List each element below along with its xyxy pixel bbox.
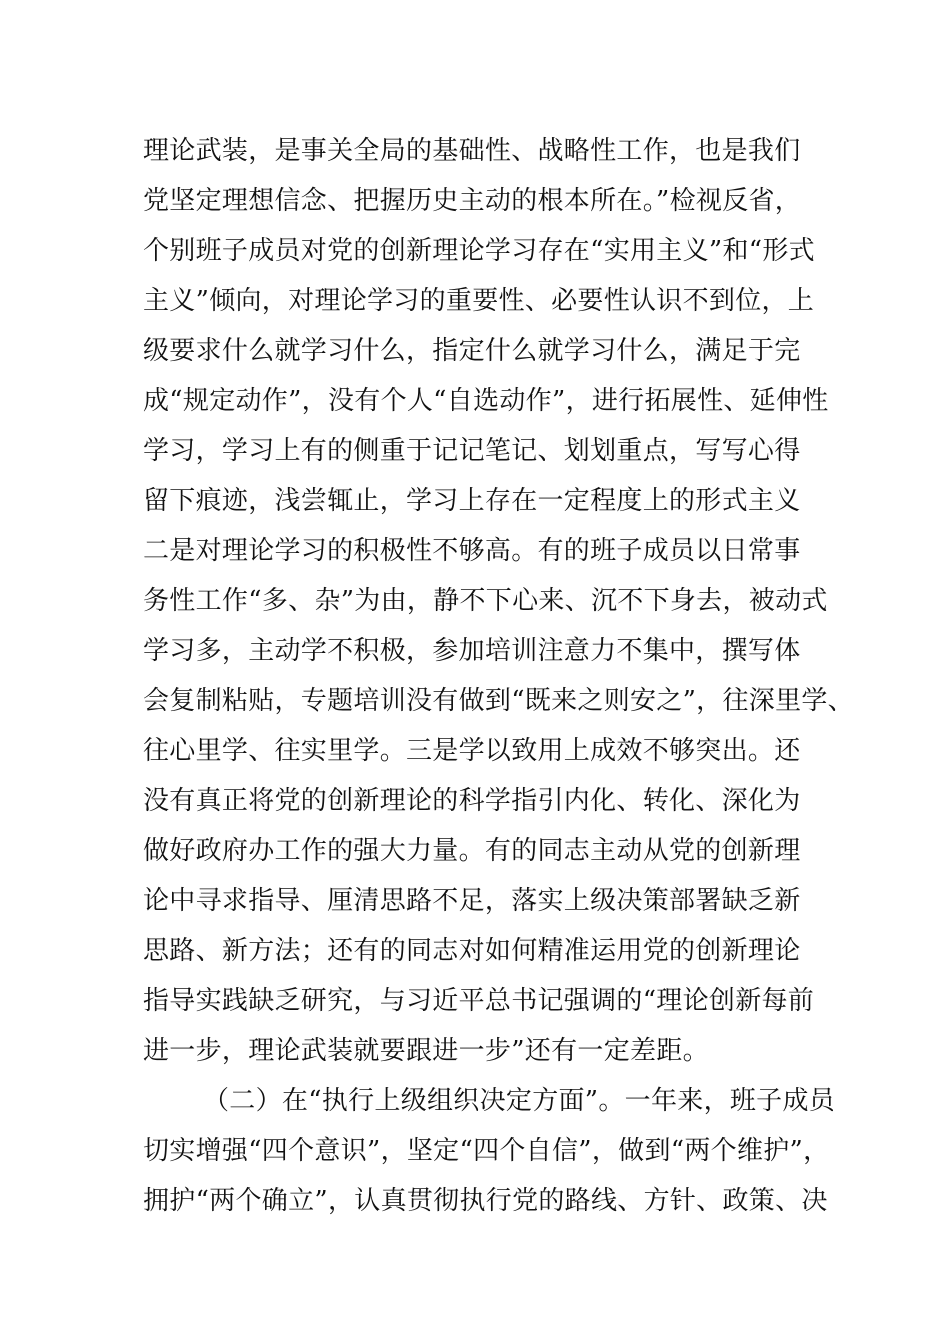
text-line-20: （二）在“执行上级组织决定方面”。一年来，班子成员 (203, 1086, 836, 1116)
text-line-8: 留下痕迹，浅尝辄止，学习上存在一定程度上的形式主义 (143, 486, 801, 516)
text-line-21: 切实增强“四个意识”，坚定“四个自信”，做到“两个维护”， (143, 1136, 830, 1166)
text-line-1: 理论武装，是事关全局的基础性、战略性工作，也是我们 (143, 136, 801, 166)
text-line-11: 学习多，主动学不积极，参加培训注意力不集中，撰写体 (143, 636, 801, 666)
text-line-16: 论中寻求指导、厘清思路不足，落实上级决策部署缺乏新 (143, 886, 801, 916)
text-line-9: 二是对理论学习的积极性不够高。有的班子成员以日常事 (143, 536, 801, 566)
text-line-7: 学习，学习上有的侧重于记记笔记、划划重点，写写心得 (143, 436, 801, 466)
text-line-15: 做好政府办工作的强大力量。有的同志主动从党的创新理 (143, 836, 801, 866)
text-line-17: 思路、新方法；还有的同志对如何精准运用党的创新理论 (143, 936, 801, 966)
text-line-3: 个别班子成员对党的创新理论学习存在“实用主义”和“形式 (143, 236, 815, 266)
text-line-6: 成“规定动作”，没有个人“自选动作”，进行拓展性、延伸性 (143, 386, 829, 416)
text-line-12: 会复制粘贴，专题培训没有做到“既来之则安之”，往深里学、 (143, 686, 854, 716)
text-line-22: 拥护“两个确立”，认真贯彻执行党的路线、方针、政策、决 (143, 1186, 828, 1216)
text-line-19: 进一步，理论武装就要跟进一步”还有一定差距。 (143, 1036, 709, 1066)
text-line-10: 务性工作“多、杂”为由，静不下心来、沉不下身去，被动式 (143, 586, 828, 616)
text-line-18: 指导实践缺乏研究，与习近平总书记强调的“理论创新每前 (143, 986, 815, 1016)
text-line-5: 级要求什么就学习什么，指定什么就学习什么，满足于完 (143, 336, 801, 366)
text-line-2: 党坚定理想信念、把握历史主动的根本所在。”检视反省， (143, 186, 802, 216)
text-line-14: 没有真正将党的创新理论的科学指引内化、转化、深化为 (143, 786, 801, 816)
body-text (143, 126, 854, 1226)
text-line-4: 主义”倾向，对理论学习的重要性、必要性认识不到位，上 (143, 286, 815, 316)
text-line-13: 往心里学、往实里学。三是学以致用上成效不够突出。还 (143, 736, 801, 766)
